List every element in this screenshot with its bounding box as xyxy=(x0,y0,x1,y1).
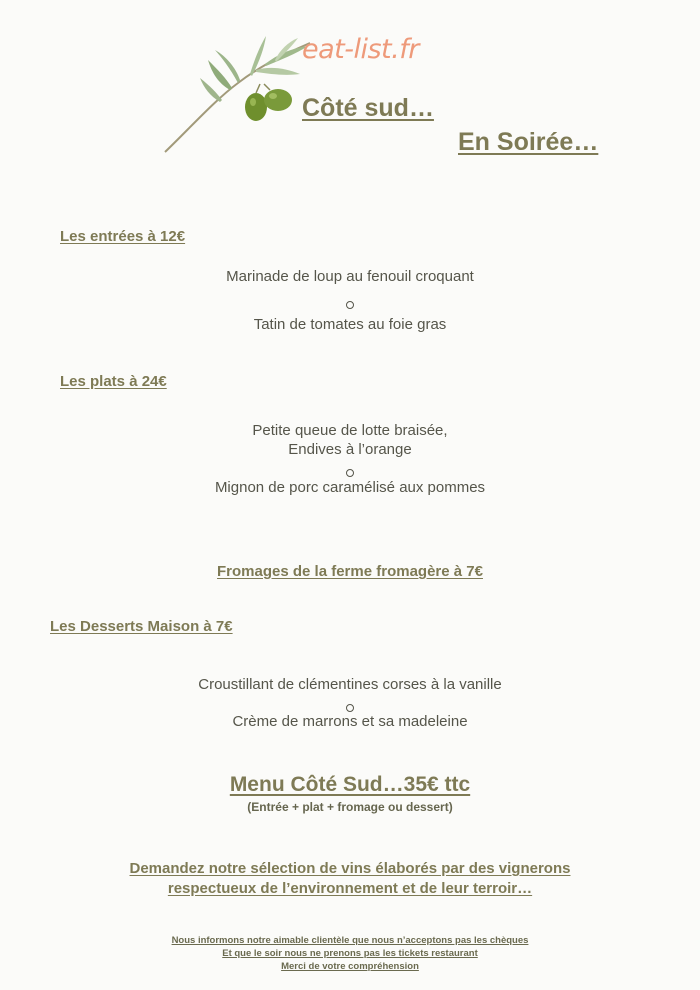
dish-item: Petite queue de lotte braisée, xyxy=(252,422,448,439)
dish-item: Marinade de loup au fenouil croquant xyxy=(226,268,474,285)
dish-item: Mignon de porc caramélisé aux pommes xyxy=(214,479,486,496)
section-heading-entrees: Les entrées à 12€ xyxy=(60,228,186,245)
menu-title: Menu Côté Sud…35€ ttc xyxy=(229,773,471,796)
wine-note-line1: Demandez notre sélection de vins élaborés par des vignerons xyxy=(129,860,571,877)
dish-item: Endives à l’orange xyxy=(288,441,412,458)
dish-item: Crème de marrons et sa madeleine xyxy=(232,713,468,730)
menu-subtitle: (Entrée + plat + fromage ou dessert) xyxy=(247,800,453,814)
wine-note-line2: respectueux de l’environnement et de leur terroir… xyxy=(167,880,533,897)
section-heading-plats: Les plats à 24€ xyxy=(60,373,167,390)
footer-note-line3: Merci de votre compréhension xyxy=(281,961,419,972)
page-subtitle: En Soirée… xyxy=(458,128,599,156)
footer-note-line2: Et que le soir nous ne prenons pas les tickets restaurant xyxy=(222,948,478,959)
page-title: Côté sud… xyxy=(302,94,434,122)
footer-note-line1: Nous informons notre aimable clientèle que nous n’acceptons pas les chèques xyxy=(171,935,529,946)
section-heading-fromages: Fromages de la ferme fromagère à 7€ xyxy=(217,563,483,580)
dish-item: Croustillant de clémentines corses à la vanille xyxy=(198,676,502,693)
dish-item: Tatin de tomates au foie gras xyxy=(253,316,447,333)
separator-circle xyxy=(0,296,700,314)
watermark-text: eat-list.fr xyxy=(302,34,419,65)
section-heading-desserts: Les Desserts Maison à 7€ xyxy=(50,618,233,635)
olive-branch-illustration xyxy=(160,28,320,158)
